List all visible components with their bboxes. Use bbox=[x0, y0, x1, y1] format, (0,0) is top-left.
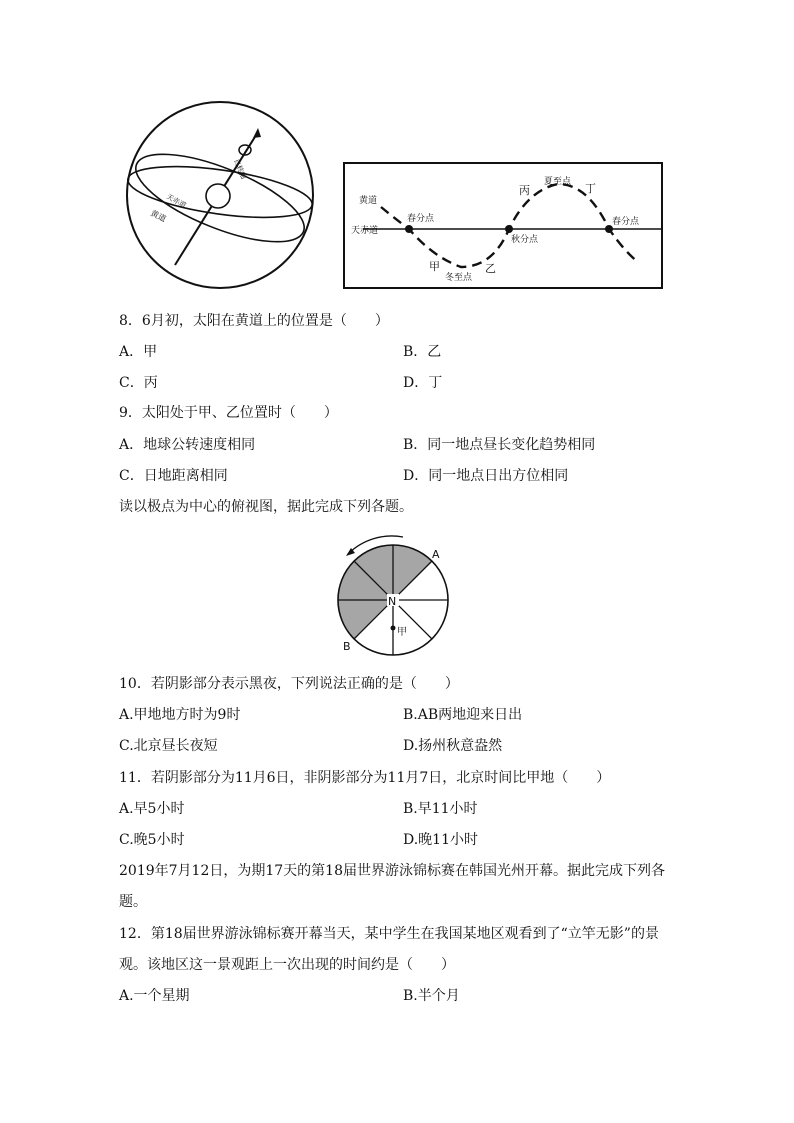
axis-label: 自转轴 bbox=[232, 157, 248, 181]
polar-intro: 读以极点为中心的俯视图，据此完成下列各题。 bbox=[119, 499, 413, 515]
question-12-stem-line-2: 观。该地区这一景观距上一次出现的时间约是（ ） bbox=[119, 957, 455, 973]
autumn-equinox: 秋分点 bbox=[511, 235, 539, 245]
question-12-option-b: B.半个月 bbox=[403, 988, 460, 1004]
question-10-option-a: A.甲地地方时为9时 bbox=[119, 707, 241, 723]
wave-ecliptic-label: 黄道 bbox=[359, 196, 378, 206]
winter-solstice: 冬至点 bbox=[445, 273, 473, 283]
question-8-stem: 8．6月初，太阳在黄道上的位置是（ ） bbox=[119, 313, 389, 329]
point-b-label: B bbox=[343, 640, 351, 653]
pole-label: N bbox=[388, 595, 397, 608]
ecliptic-wave-figure bbox=[343, 162, 663, 289]
question-10-stem: 10．若阴影部分表示黑夜，下列说法正确的是（ ） bbox=[119, 676, 459, 692]
question-10-option-c: C.北京昼长夜短 bbox=[119, 738, 218, 754]
question-9-option-d: D．同一地点日出方位相同 bbox=[403, 468, 569, 484]
question-9-stem: 9．太阳处于甲、乙位置时（ ） bbox=[119, 405, 338, 421]
spring-equinox-left: 春分点 bbox=[407, 214, 435, 224]
question-12-option-a: A.一个星期 bbox=[119, 988, 190, 1004]
question-8-option-b: B．乙 bbox=[403, 344, 442, 360]
question-9-option-a: A．地球公转速度相同 bbox=[119, 437, 256, 453]
question-8-option-a: A．甲 bbox=[119, 344, 158, 360]
polar-view-figure bbox=[328, 532, 460, 656]
point-ding: 丁 bbox=[585, 182, 596, 195]
question-10-option-d: D.扬州秋意盎然 bbox=[403, 738, 503, 754]
question-11-option-c: C.晚5小时 bbox=[119, 832, 185, 848]
sphere-equator-label: 天赤道 bbox=[165, 192, 188, 210]
question-9-option-b: B．同一地点昼长变化趋势相同 bbox=[403, 437, 596, 453]
point-yi: 乙 bbox=[485, 262, 496, 275]
question-8-option-c: C．丙 bbox=[119, 375, 158, 391]
question-12-stem-line-1: 12．第18届世界游泳锦标赛开幕当天，某中学生在我国某地区观看到了“立竿无影”的景 bbox=[119, 926, 659, 942]
point-jia: 甲 bbox=[429, 260, 440, 273]
swimming-intro-line-1: 2019年7月12日，为期17天的第18届世界游泳锦标赛在韩国光州开幕。据此完成下列各 bbox=[119, 863, 665, 879]
question-11-stem: 11．若阴影部分为11月6日，非阴影部分为11月7日，北京时间比甲地（ ） bbox=[119, 770, 611, 786]
question-11-option-d: D.晚11小时 bbox=[403, 832, 478, 848]
point-bing: 丙 bbox=[519, 184, 530, 197]
polar-point-jia: 甲 bbox=[397, 627, 407, 638]
celestial-sphere-figure bbox=[120, 100, 325, 290]
question-8-option-d: D．丁 bbox=[403, 375, 443, 391]
point-a-label: A bbox=[432, 548, 440, 561]
spring-equinox-right: 春分点 bbox=[612, 217, 640, 227]
sphere-ecliptic-label: 黄道 bbox=[149, 208, 168, 224]
question-10-option-b: B.AB两地迎来日出 bbox=[403, 707, 523, 723]
summer-solstice: 夏至点 bbox=[544, 177, 572, 187]
question-11-option-b: B.早11小时 bbox=[403, 801, 478, 817]
question-9-option-c: C．日地距离相同 bbox=[119, 468, 228, 484]
question-11-option-a: A.早5小时 bbox=[119, 801, 185, 817]
wave-equator-label: 天赤道 bbox=[351, 226, 379, 236]
swimming-intro-line-2: 题。 bbox=[119, 894, 147, 910]
